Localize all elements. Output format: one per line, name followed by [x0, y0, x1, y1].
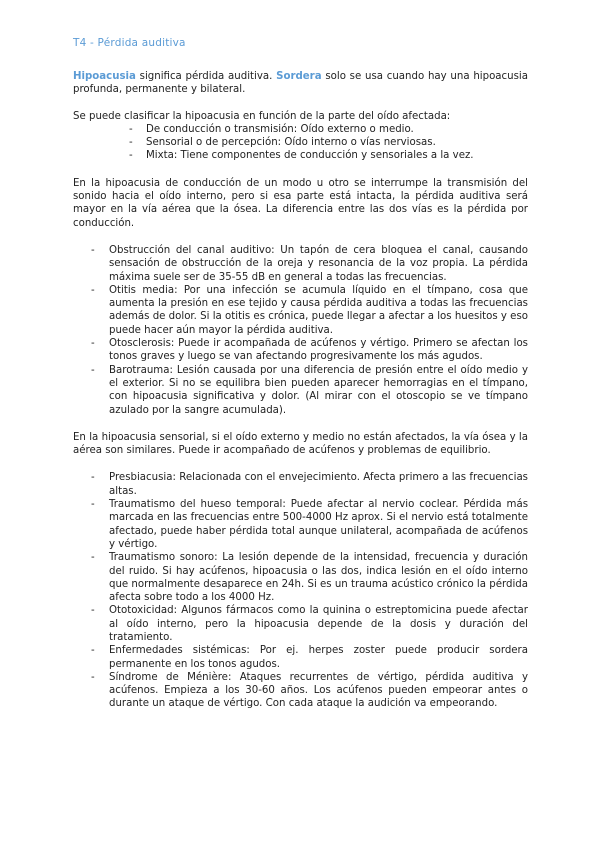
list-item: - Otitis media: Por una infección se acumula líquido en el tímpano, cosa que aumenta la presión en ese tejido y causa pérdida auditiva a todas las frecuencias además de dolor. Si la otitis es crónica, puede llegar a afectar a los huesitos y eso puede hacer aún mayor la pérdida auditiva.	[91, 284, 528, 337]
list-item: - Síndrome de Ménière: Ataques recurrentes de vértigo, pérdida auditiva y acúfenos. Empieza a los 30-60 años. Los acúfenos pueden empeorar antes o durante un ataque de vértigo. Con cada ataque la audición va empeorando.	[91, 671, 528, 711]
intro-paragraph	[73, 70, 528, 97]
list-item: - Sensorial o de percepción: Oído interno o vías nerviosas.	[129, 136, 528, 149]
conduction-list	[73, 244, 528, 417]
intro-text-1: significa pérdida auditiva.	[135, 71, 277, 82]
list-item: - De conducción o transmisión: Oído externo o medio.	[129, 123, 528, 136]
list-item: - Traumatismo del hueso temporal: Puede afectar al nervio coclear. Pérdida más marcada en las frecuencias entre 500-4000 Hz aprox. Si el nervio está totalmente afectado, puede haber pérdida total aunque unilateral, acompañada de acúfenos y vértigo.	[91, 498, 528, 551]
term-hipoacusia: Hipoacusia	[73, 71, 136, 82]
list-item: - Barotrauma: Lesión causada por una diferencia de presión entre el oído medio y el exterior. Si no se equilibra bien pueden aparecer hemorragias en el tímpano, con hipoacusia significativa y dolor. (Al mirar con el otoscopio se ve tímpano azulado por la sangre acumulada).	[91, 364, 528, 417]
intro-text-2: solo se usa cuando hay una hipoacusia profunda, permanente y bilateral.	[73, 71, 528, 96]
conduction-paragraph: En la hipoacusia de conducción de un modo u otro se interrumpe la transmisión del sonido hacia el oído interno, pero si esa parte está intacta, la pérdida auditiva será mayor en la vía aérea que la ósea. La diferencia entre las dos vías es la pérdida por conducción.	[73, 177, 528, 229]
list-item: - Mixta: Tiene componentes de conducción y sensoriales a la vez.	[129, 149, 528, 162]
list-item: - Presbiacusia: Relacionada con el envejecimiento. Afecta primero a las frecuencias altas.	[91, 471, 528, 498]
classification-list	[73, 123, 528, 163]
document-body	[73, 70, 528, 711]
classification-lead: Se puede clasificar la hipoacusia en función de la parte del oído afectada:	[73, 110, 451, 122]
term-sordera: Sordera	[276, 71, 322, 82]
sensorial-paragraph: En la hipoacusia sensorial, si el oído externo y medio no están afectados, la vía ósea y la aérea son similares. Puede ir acompañado de acúfenos y problemas de equilibrio.	[73, 431, 528, 457]
list-item: - Obstrucción del canal auditivo: Un tapón de cera bloquea el canal, causando sensación de obstrucción de la oreja y resonancia de la voz propia. La pérdida máxima suele ser de 35-55 dB en general a todas las frecuencias.	[91, 244, 528, 284]
list-item: - Traumatismo sonoro: La lesión depende de la intensidad, frecuencia y duración del ruido. Si hay acúfenos, hipoacusia o las dos, indica lesión en el oído interno que normalmente desaparece en 24h. Si es un trauma acústico crónico la pérdida afecta sobre todo a los 4000 Hz.	[91, 551, 528, 604]
sensorial-list	[73, 471, 528, 710]
document-title: T4 - Pérdida auditiva	[73, 37, 186, 49]
list-item: - Ototoxicidad: Algunos fármacos como la quinina o estreptomicina puede afectar al oído interno, pero la hipoacusia depende de la dosis y duración del tratamiento.	[91, 604, 528, 644]
list-item: - Enfermedades sistémicas: Por ej. herpes zoster puede producir sordera permanente en los tonos agudos.	[91, 644, 528, 671]
list-item: - Otosclerosis: Puede ir acompañada de acúfenos y vértigo. Primero se afectan los tonos graves y luego se van afectando progresivamente los más agudos.	[91, 337, 528, 364]
